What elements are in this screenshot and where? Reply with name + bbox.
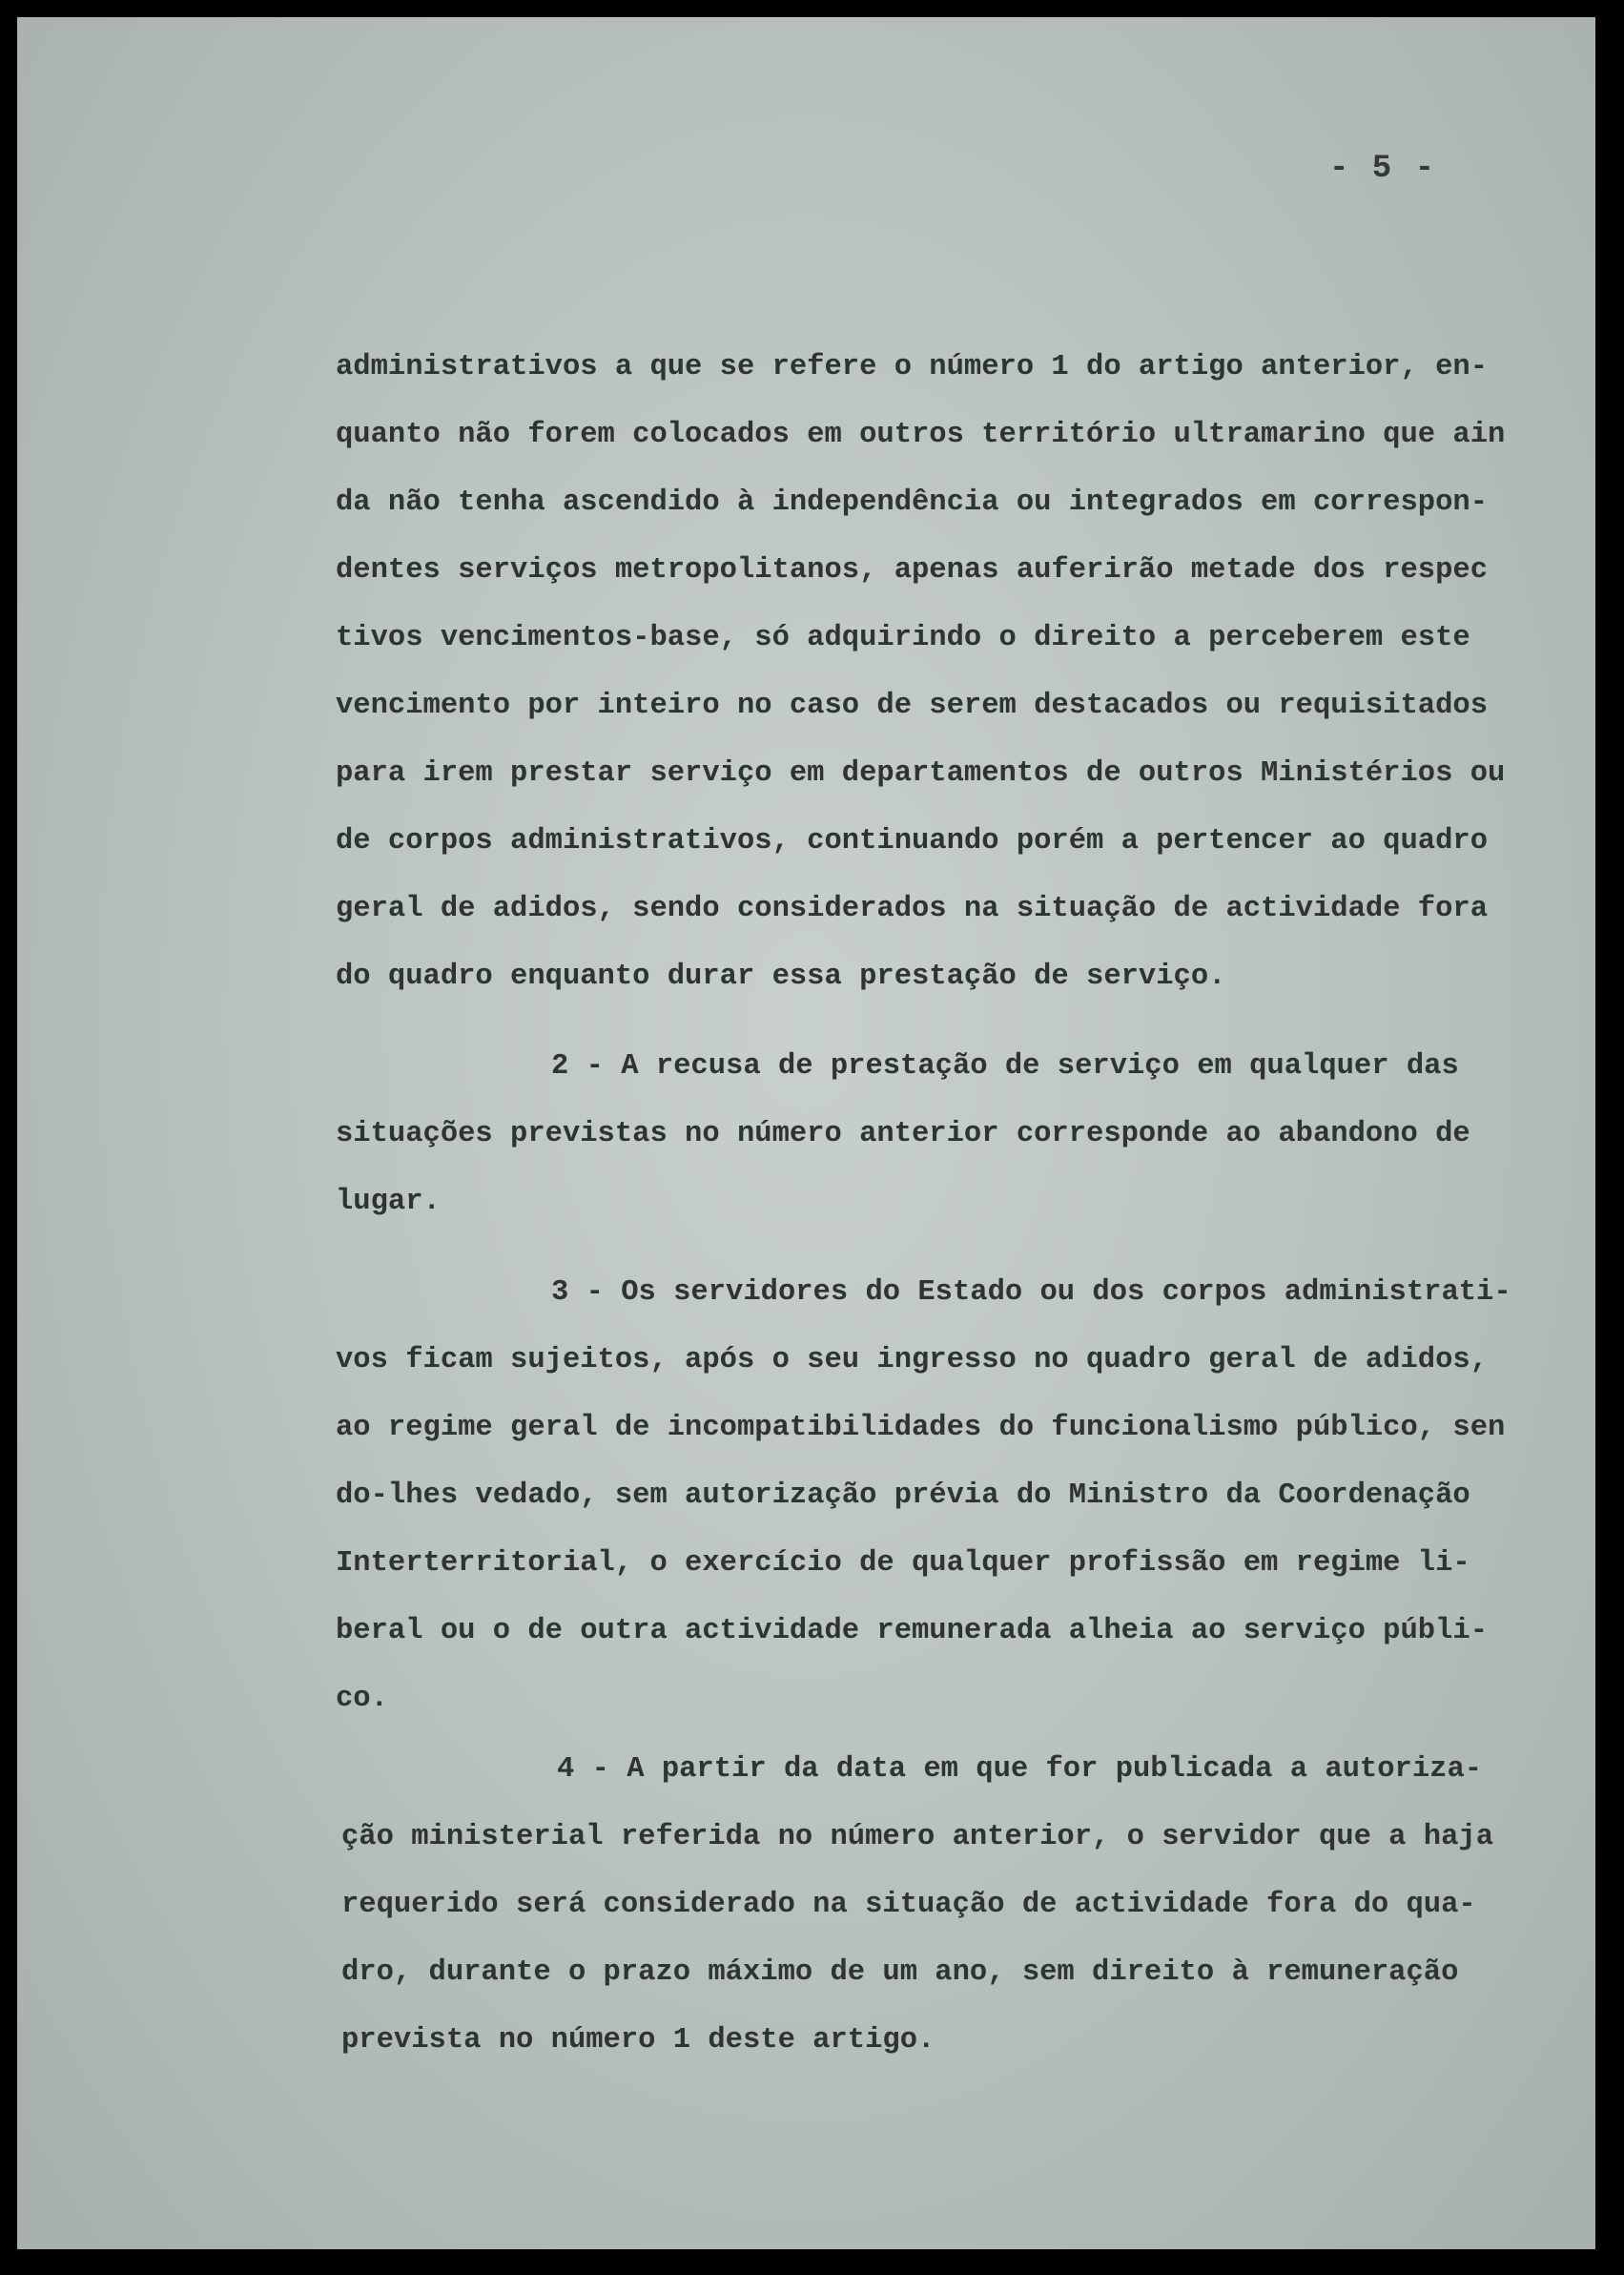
text-line: dentes serviços metropolitanos, apenas auferirão metade dos respec	[336, 554, 1488, 587]
text-line: requerido será considerado na situação de actividade fora do qua-	[341, 1889, 1476, 1921]
text-line: ção ministerial referida no número anterior, o servidor que a haja	[341, 1821, 1493, 1853]
text-line: vos ficam sujeitos, após o seu ingresso no quadro geral de adidos,	[336, 1344, 1488, 1376]
text-line: situações previstas no número anterior corresponde ao abandono de	[336, 1118, 1470, 1150]
paragraph-2-start: 2 - A recusa de prestação de serviço em qualquer das	[551, 1050, 1459, 1083]
text-line: ao regime geral de incompatibilidades do funcionalismo público, sen	[336, 1412, 1506, 1444]
text-line: do quadro enquanto durar essa prestação de serviço.	[336, 961, 1226, 993]
text-line: Interterritorial, o exercício de qualquer profissão em regime li-	[336, 1547, 1470, 1580]
text-line: do-lhes vedado, sem autorização prévia do Ministro da Coordenação	[336, 1479, 1470, 1512]
text-line: prevista no número 1 deste artigo.	[341, 2024, 935, 2057]
document-page	[17, 17, 1595, 2249]
paragraph-3-start: 3 - Os servidores do Estado ou dos corpos administrati-	[551, 1276, 1511, 1309]
text-line: co.	[336, 1683, 388, 1715]
page-number: - 5 -	[1329, 151, 1437, 187]
text-line: para irem prestar serviço em departamentos de outros Ministérios ou	[336, 757, 1506, 790]
text-line: dro, durante o prazo máximo de um ano, sem direito à remuneração	[341, 1956, 1459, 1989]
text-line: geral de adidos, sendo considerados na situação de actividade fora	[336, 893, 1488, 925]
text-line: beral ou o de outra actividade remunerada alheia ao serviço públi-	[336, 1615, 1488, 1647]
text-line: lugar.	[336, 1186, 441, 1218]
text-line: tivos vencimentos-base, só adquirindo o direito a perceberem este	[336, 622, 1470, 654]
text-line: administrativos a que se refere o número 1 do artigo anterior, en-	[336, 351, 1488, 383]
text-line: da não tenha ascendido à independência ou integrados em correspon-	[336, 486, 1488, 519]
paragraph-4-start: 4 - A partir da data em que for publicada a autoriza-	[557, 1753, 1483, 1786]
text-line: quanto não forem colocados em outros território ultramarino que ain	[336, 419, 1506, 451]
text-line: de corpos administrativos, continuando porém a pertencer ao quadro	[336, 825, 1488, 858]
text-line: vencimento por inteiro no caso de serem destacados ou requisitados	[336, 690, 1488, 722]
